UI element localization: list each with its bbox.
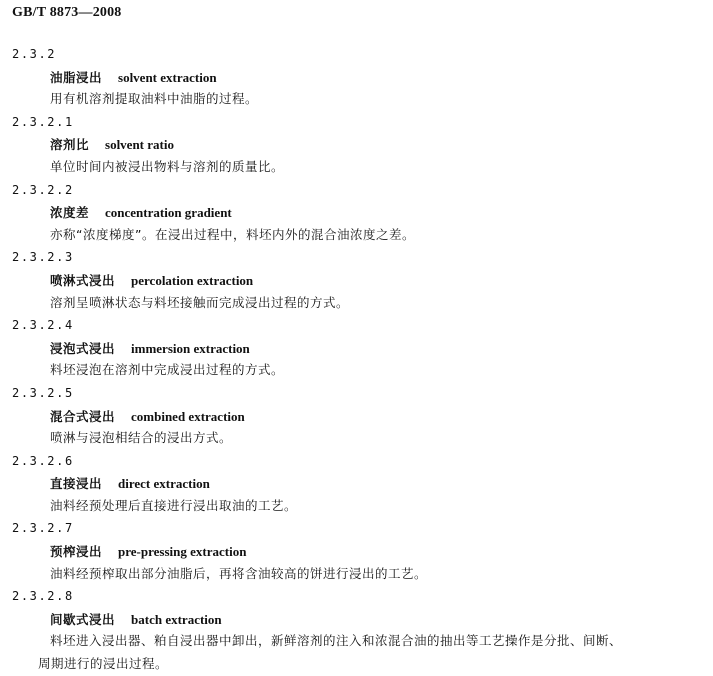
term-definition: [12, 427, 702, 450]
term-heading: [12, 472, 702, 495]
term-chinese: 间歇式浸出: [50, 611, 116, 627]
term-heading: [12, 405, 702, 428]
term-english: direct extraction: [118, 476, 210, 492]
term-definition: [12, 88, 702, 111]
term-heading: [12, 540, 702, 563]
terms-list: [12, 43, 702, 676]
definition-line: 油料经预榨取出部分油脂后，再将含油较高的饼进行浸出的工艺。: [50, 565, 428, 581]
term-chinese: 油脂浸出: [50, 69, 103, 85]
term-chinese: 喷淋式浸出: [50, 272, 116, 288]
definition-line: 料坯进入浸出器、粕自浸出器中卸出，新鲜溶剂的注入和浓混合油的抽出等工艺操作是分批、间断、: [50, 633, 623, 649]
term-entry: [12, 111, 702, 179]
definition-line: 用有机溶剂提取油料中油脂的过程。: [50, 91, 259, 107]
term-definition: [12, 359, 702, 382]
term-english: combined extraction: [131, 408, 245, 424]
term-definition: [12, 156, 702, 179]
term-heading: [12, 66, 702, 89]
clause-number: 2.3.2.8: [12, 589, 74, 604]
term-entry: [12, 450, 702, 518]
term-heading: [12, 133, 702, 156]
standard-code-header: GB/T 8873—2008: [12, 5, 122, 20]
term-chinese: 浓度差: [50, 205, 90, 221]
term-entry: [12, 517, 702, 585]
definition-line: 周期进行的浸出过程。: [38, 656, 169, 672]
definition-line: 料坯浸泡在溶剂中完成浸出过程的方式。: [50, 362, 285, 378]
definition-line: 喷淋与浸泡相结合的浸出方式。: [50, 430, 233, 446]
term-heading: [12, 337, 702, 360]
term-entry: [12, 43, 702, 111]
term-definition: [12, 630, 702, 675]
term-entry: [12, 382, 702, 450]
term-entry: [12, 314, 702, 382]
term-entry: [12, 179, 702, 247]
definition-line: 亦称“浓度梯度”。在浸出过程中，料坯内外的混合油浓度之差。: [50, 226, 415, 242]
term-english: percolation extraction: [131, 272, 254, 288]
term-english: pre-pressing extraction: [118, 544, 247, 560]
term-chinese: 预榨浸出: [50, 544, 103, 560]
term-chinese: 混合式浸出: [50, 408, 116, 424]
term-entry: [12, 585, 702, 675]
term-definition: [12, 224, 702, 247]
term-english: batch extraction: [131, 611, 222, 627]
definition-line: 油料经预处理后直接进行浸出取油的工艺。: [50, 497, 298, 513]
term-definition: [12, 292, 702, 315]
term-english: solvent extraction: [118, 69, 217, 85]
term-chinese: 溶剂比: [50, 137, 90, 153]
clause-number: 2.3.2.1: [12, 114, 74, 129]
term-heading: [12, 269, 702, 292]
term-heading: [12, 608, 702, 631]
term-english: concentration gradient: [105, 205, 232, 221]
term-definition: [12, 563, 702, 586]
term-definition: [12, 495, 702, 518]
definition-line: 单位时间内被浸出物料与溶剂的质量比。: [50, 158, 285, 174]
term-entry: [12, 246, 702, 314]
definition-line: 溶剂呈喷淋状态与料坯接触而完成浸出过程的方式。: [50, 294, 350, 310]
clause-number: 2.3.2.3: [12, 250, 74, 265]
clause-number: 2.3.2.5: [12, 385, 74, 400]
term-chinese: 直接浸出: [50, 476, 103, 492]
term-chinese: 浸泡式浸出: [50, 340, 116, 356]
term-heading: [12, 201, 702, 224]
clause-number: 2.3.2: [12, 47, 57, 61]
clause-number: 2.3.2.6: [12, 453, 74, 468]
term-english: solvent ratio: [105, 137, 174, 153]
term-english: immersion extraction: [131, 340, 250, 356]
clause-number: 2.3.2.7: [12, 521, 74, 536]
clause-number: 2.3.2.4: [12, 318, 74, 333]
clause-number: 2.3.2.2: [12, 182, 74, 197]
